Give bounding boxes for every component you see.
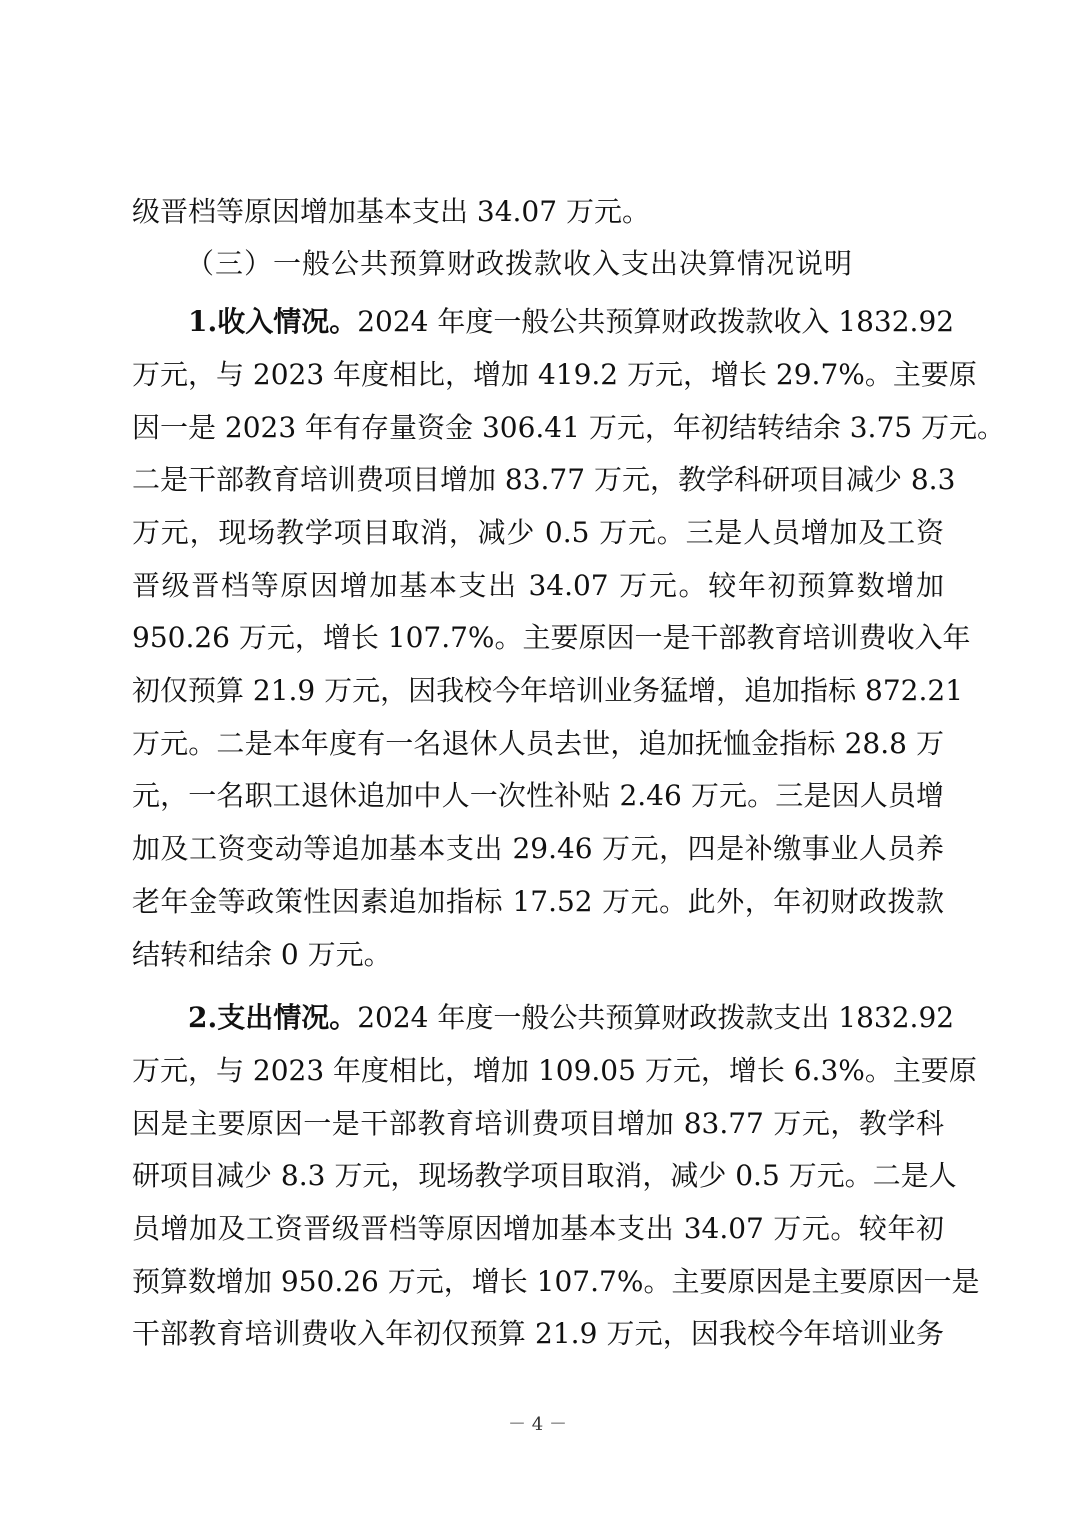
text-line: 万元。二是本年度有一名退休人员去世，追加抚恤金指标 28.8 万: [132, 727, 944, 760]
text-line: 老年金等政策性因素追加指标 17.52 万元。此外，年初财政拨款: [132, 885, 944, 918]
paragraph-income-start: [188, 304, 955, 340]
page-number: － 4 －: [508, 1414, 567, 1435]
text-line: 员增加及工资晋级晋档等原因增加基本支出 34.07 万元。较年初: [132, 1212, 944, 1245]
text-line: 干部教育培训费收入年初仅预算 21.9 万元，因我校今年培训业务: [132, 1317, 944, 1350]
text-line: 初仅预算 21.9 万元，因我校今年培训业务猛增，追加指标 872.21: [132, 674, 964, 707]
text-line: 因是主要原因一是干部教育培训费项目增加 83.77 万元，教学科: [132, 1107, 944, 1140]
text-line: 级晋档等原因增加基本支出 34.07 万元。: [132, 195, 650, 228]
text-line: 万元，与 2023 年度相比，增加 419.2 万元，增长 29.7%。主要原: [132, 358, 977, 391]
text-line: 万元，现场教学项目取消，减少 0.5 万元。三是人员增加及工资: [132, 516, 944, 549]
expense-heading: 2.支出情况。: [188, 1001, 358, 1034]
text-line: 研项目减少 8.3 万元，现场教学项目取消，减少 0.5 万元。二是人: [132, 1159, 957, 1192]
income-heading: 1.收入情况。: [188, 305, 358, 338]
text-line: 因一是 2023 年有存量资金 306.41 万元，年初结转结余 3.75 万元。: [132, 411, 1005, 444]
text-line: 预算数增加 950.26 万元，增长 107.7%。主要原因是主要原因一是: [132, 1265, 980, 1298]
text-line: 晋级晋档等原因增加基本支出 34.07 万元。较年初预算数增加: [132, 569, 944, 602]
text-line: 二是干部教育培训费项目增加 83.77 万元，教学科研项目减少 8.3: [132, 463, 956, 496]
text-line: 万元，与 2023 年度相比，增加 109.05 万元，增长 6.3%。主要原: [132, 1054, 977, 1087]
text-line: 2024 年度一般公共预算财政拨款支出 1832.92: [357, 1001, 955, 1034]
text-line: 元，一名职工退休追加中人一次性补贴 2.46 万元。三是因人员增: [132, 779, 944, 812]
text-line: 950.26 万元，增长 107.7%。主要原因一是干部教育培训费收入年: [132, 621, 971, 654]
section-heading: （三）一般公共预算财政拨款收入支出决算情况说明: [186, 247, 854, 280]
text-line: 2024 年度一般公共预算财政拨款收入 1832.92: [357, 305, 955, 338]
paragraph-expense-start: [188, 1000, 955, 1036]
text-line: 结转和结余 0 万元。: [132, 938, 392, 971]
text-line: 加及工资变动等追加基本支出 29.46 万元，四是补缴事业人员养: [132, 832, 944, 865]
